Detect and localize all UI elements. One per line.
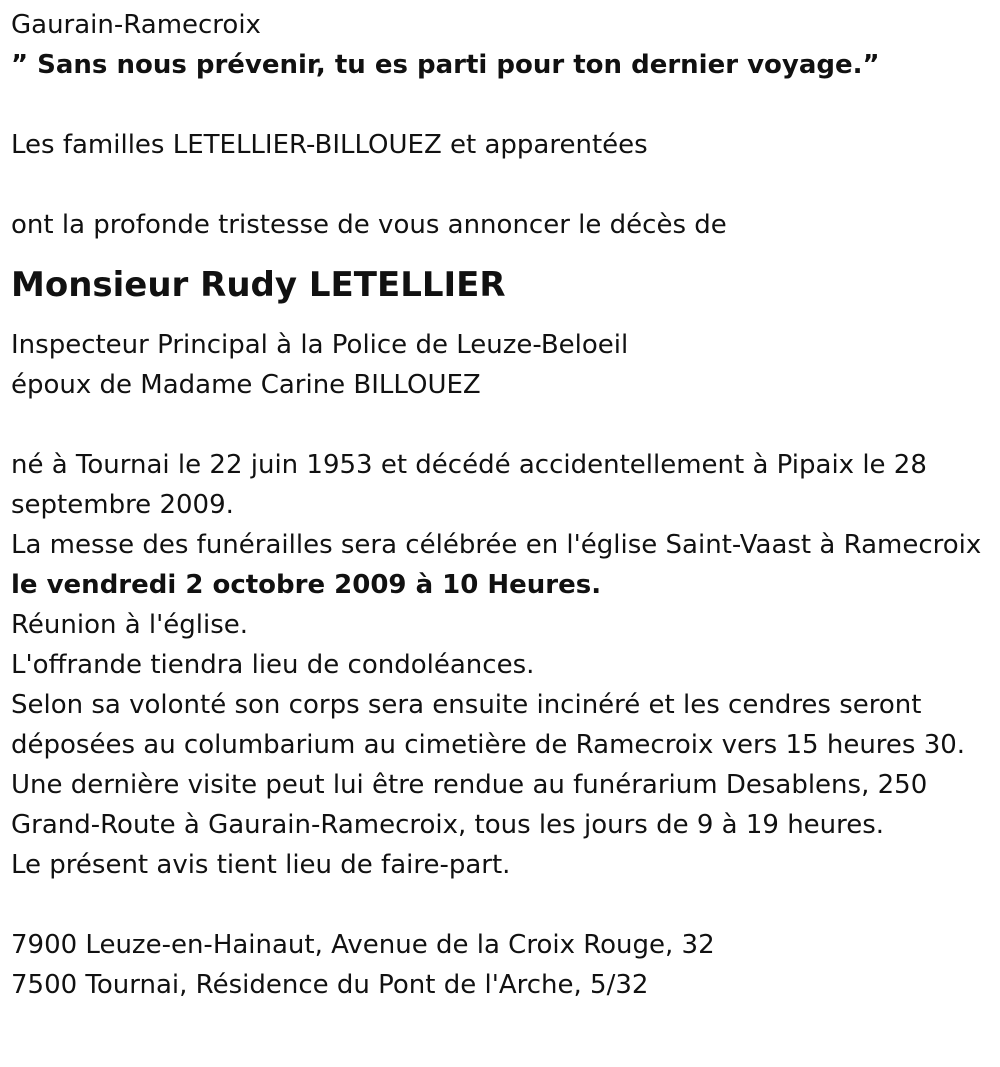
announcement-text: ont la profonde tristesse de vous annoncer le décès de [11,210,727,240]
offering-text: L'offrande tiendra lieu de condoléances. [11,650,535,680]
spacer [11,85,1000,125]
location-text: Gaurain-Ramecroix [11,10,261,40]
spacer [11,885,1000,925]
address-line-1: 7900 Leuze-en-Hainaut, Avenue de la Croix Rouge, 32 [11,930,715,960]
meeting-text: Réunion à l'église. [11,610,249,640]
spouse-text: époux de Madame Carine BILLOUEZ [11,370,481,400]
visit-text: Une dernière visite peut lui être rendue au funérarium Desablens, 250 Grand-Route à Gaurain-Ramecroix, tous les jours de 9 à 19 heures. [11,770,928,840]
spacer [11,405,1000,445]
mass-paragraph [11,525,996,605]
families-text: Les familles LETELLIER-BILLOUEZ et apparentées [11,130,648,160]
mass-date: le vendredi 2 octobre 2009 à 10 Heures. [11,570,602,600]
deceased-title: Inspecteur Principal à la Police de Leuze-Beloeil [11,330,629,360]
address-line-2: 7500 Tournai, Résidence du Pont de l'Arche, 5/32 [11,970,649,1000]
cremation-text: Selon sa volonté son corps sera ensuite incinéré et les cendres seront déposées au columbarium au cimetière de Ramecroix vers 15 heures 30. [11,690,966,760]
mass-intro: La messe des funérailles sera célébrée en l'église Saint-Vaast à Ramecroix [11,530,982,560]
spacer [11,165,1000,205]
notice-statement: Le présent avis tient lieu de faire-part. [11,850,511,880]
birth-death-text: né à Tournai le 22 juin 1953 et décédé accidentellement à Pipaix le 28 septembre 2009. [11,450,927,520]
deceased-name: Monsieur Rudy LETELLIER [11,265,506,305]
quote-text: ” Sans nous prévenir, tu es parti pour ton dernier voyage.” [11,50,880,80]
